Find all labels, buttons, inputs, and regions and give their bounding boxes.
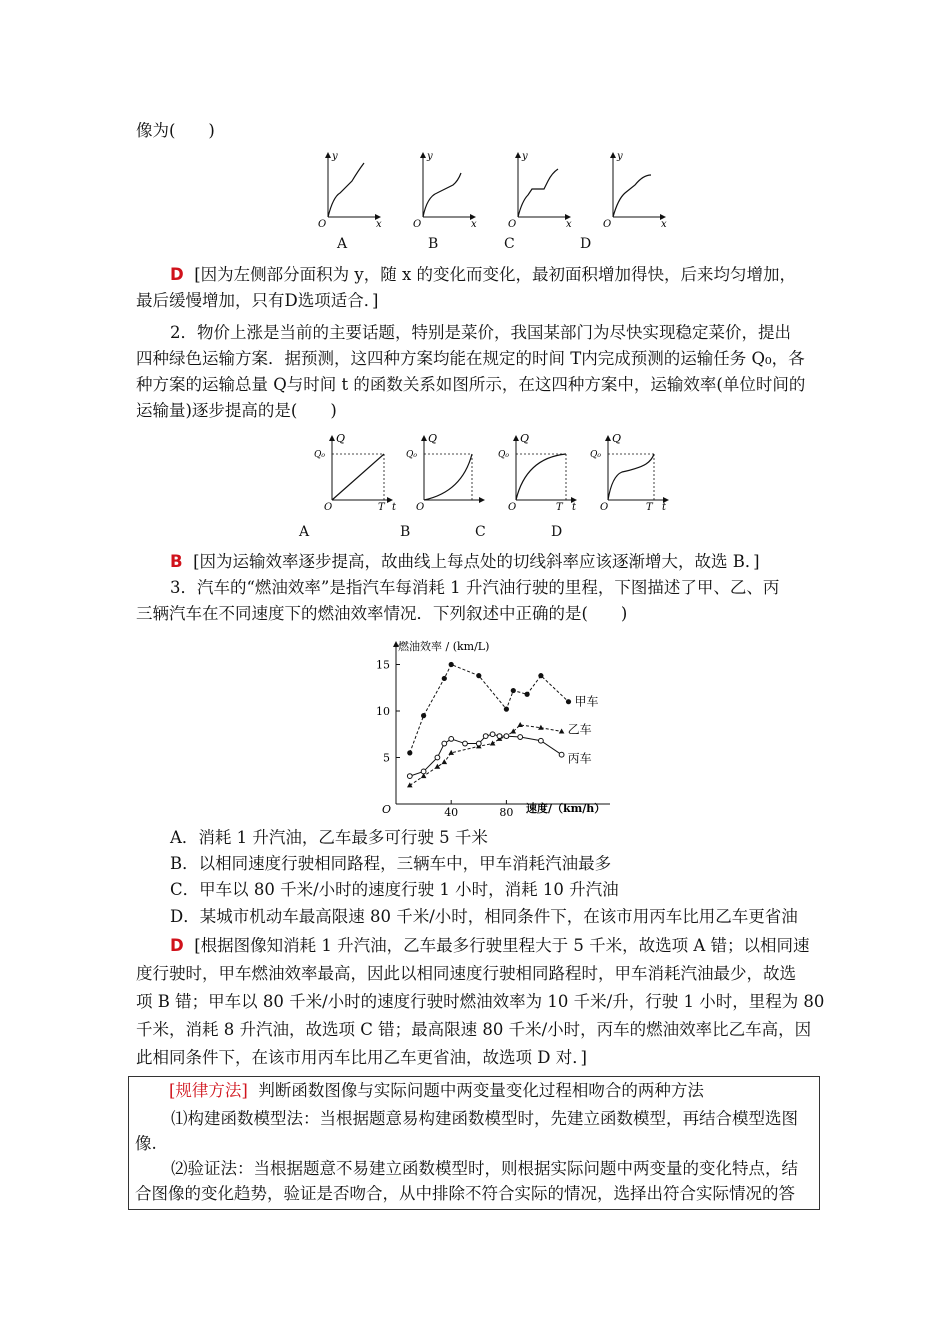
q1-answer: D [170, 265, 184, 284]
point-1 [538, 725, 544, 730]
series-legend-label: 甲车 [574, 694, 599, 709]
point-0 [566, 699, 571, 704]
point-1 [559, 728, 565, 733]
point-2 [518, 735, 523, 740]
q2-option-d-label: D [551, 524, 563, 540]
q1-stem-end: 像为( ) [136, 121, 215, 140]
point-1 [517, 722, 523, 727]
point-0 [538, 673, 543, 678]
rule-title: [规律方法] [169, 1081, 248, 1100]
q2-graphs [312, 430, 682, 514]
svg-text:x: x [661, 219, 667, 230]
svg-text:Q₀: Q₀ [590, 450, 601, 460]
point-0 [511, 688, 516, 693]
q2-option-c-label: C [475, 524, 486, 540]
rule-method-box [128, 1076, 820, 1210]
point-0 [525, 692, 530, 697]
rule-item1-line2: 像. [135, 1134, 157, 1153]
q2-line4: 运输量)逐步提高的是( ) [136, 401, 337, 420]
point-1 [490, 741, 496, 746]
q3-line2: 三辆汽车在不同速度下的燃油效率情况．下列叙述中正确的是( ) [136, 604, 628, 623]
point-2 [539, 738, 544, 743]
q3-explanation-line4: 千米，消耗 8 升汽油，故选项 C 错；最高限速 80 千米/小时，丙车的燃油效率比乙车高，因 [136, 1020, 812, 1039]
point-2 [497, 734, 502, 739]
x-tick-label: 40 [444, 806, 459, 818]
series-line-0 [410, 665, 569, 753]
svg-text:t: t [392, 502, 397, 513]
q1-explanation-line1: D [因为左侧部分面积为 y，随 x 的变化而变化，最初面积增加得快，后来均匀增加， [170, 265, 797, 284]
q1-axis-y: y [332, 151, 338, 162]
rule-heading-line [169, 1079, 704, 1103]
point-0 [421, 713, 426, 718]
svg-text:Q: Q [612, 432, 622, 445]
q2-option-a-label: A [299, 524, 310, 540]
q1-graph-c [508, 151, 572, 230]
q3-explanation-line5: 此相同条件下，在该市用丙车比用乙车更省油，故选项 D 对．] [136, 1048, 587, 1067]
q3-answer: D [170, 936, 184, 955]
q2-explanation: B [因为运输效率逐步提高，故曲线上每点处的切线斜率应该逐渐增大，故选 B．] [170, 552, 760, 571]
q3-option-d: D．某城市机动车最高限速 80 千米/小时，相同条件下，在该市用丙车比用乙车更省油 [170, 907, 798, 926]
chart-origin: O [382, 803, 392, 816]
q1-graphs [300, 145, 690, 230]
rule-heading: 判断函数图像与实际问题中两变量变化过程相吻合的两种方法 [258, 1081, 704, 1100]
point-0 [442, 676, 447, 681]
q1-option-b-label: B [428, 236, 439, 252]
q2-graph-b [406, 432, 484, 513]
series-legend-label: 乙车 [567, 722, 592, 737]
svg-text:x: x [566, 219, 572, 230]
point-2 [421, 769, 426, 774]
q1-option-c-label: C [504, 236, 515, 252]
svg-text:O: O [416, 502, 425, 513]
svg-text:O: O [413, 219, 422, 230]
q3-option-c: C．甲车以 80 千米/小时的速度行驶 1 小时，消耗 10 升汽油 [170, 880, 619, 899]
x-tick-label: 80 [499, 806, 514, 818]
point-2 [463, 741, 468, 746]
point-0 [449, 662, 454, 667]
rule-item1-line1: ⑴构建函数模型法：当根据题意易构建函数模型时，先建立函数模型，再结合模型选图 [171, 1109, 798, 1128]
point-2 [435, 755, 440, 760]
point-2 [442, 741, 447, 746]
point-1 [407, 782, 413, 787]
point-1 [435, 764, 441, 769]
q1-graph-b [413, 151, 477, 230]
q3-explanation-line2: 度行驶时，甲车燃油效率最高，因此以相同速度行驶相同路程时，甲车消耗汽油最少，故选 [136, 964, 796, 983]
q1-explanation-line2: 最后缓慢增加，只有D选项适合．] [136, 291, 379, 310]
q2-option-b-label: B [400, 524, 411, 540]
q3-option-b: B．以相同速度行驶相同路程，三辆车中，甲车消耗汽油最多 [170, 854, 612, 873]
point-1 [442, 759, 448, 764]
point-2 [504, 734, 509, 739]
svg-text:O: O [600, 502, 609, 513]
y-tick-label: 10 [376, 705, 390, 718]
point-2 [483, 734, 488, 739]
point-0 [504, 707, 509, 712]
svg-text:O: O [324, 502, 333, 513]
svg-text:Q₀: Q₀ [498, 450, 509, 460]
svg-text:t: t [662, 502, 667, 513]
q3-explanation-line1: D [根据图像知消耗 1 升汽油，乙车最多行驶里程大于 5 千米，故选项 A 错；以相同速 [170, 936, 810, 955]
svg-text:Q: Q [520, 432, 530, 445]
y-tick-label: 15 [376, 658, 390, 672]
svg-text:T: T [378, 502, 385, 513]
svg-text:Q: Q [428, 432, 438, 445]
q1-option-a-label: A [337, 236, 348, 252]
q1-graph-d [603, 151, 667, 230]
rule-item2-line1: ⑵验证法：当根据题意不易建立函数模型时，则根据实际问题中两变量的变化特点，结 [171, 1159, 798, 1178]
q2-answer: B [170, 552, 183, 571]
rule-item2-line2: 合图像的变化趋势，验证是否吻合，从中排除不符合实际的情况，选择出符合实际情况的答 [135, 1184, 795, 1203]
q2-line3: 种方案的运输总量 Q与时间 t 的函数关系如图所示，在这四种方案中，运输效率(单位时间的 [136, 375, 806, 394]
svg-text:O: O [603, 219, 612, 230]
q2-graph-d [590, 432, 668, 513]
q1-origin: O [318, 219, 327, 230]
q1-option-d-label: D [580, 236, 592, 252]
point-2 [559, 752, 564, 757]
point-2 [449, 737, 454, 742]
svg-text:Q: Q [336, 432, 346, 445]
point-2 [407, 774, 412, 779]
q3-explanation-line3: 项 B 错；甲车以 80 千米/小时的速度行驶时燃油效率为 10 千米/升，行驶 1 小时，里程为 80 [136, 992, 825, 1011]
q2-graph-c [498, 432, 577, 513]
point-0 [476, 673, 481, 678]
chart-y-label: 燃油效率 / (km/L) [398, 640, 490, 653]
point-2 [490, 732, 495, 737]
fuel-efficiency-chart [370, 636, 630, 818]
series-legend-label: 丙车 [567, 751, 592, 766]
svg-text:T: T [646, 502, 653, 513]
point-2 [476, 741, 481, 746]
svg-text:T: T [556, 502, 563, 513]
q2-graph-a [314, 432, 397, 513]
q3-option-a: A．消耗 1 升汽油，乙车最多可行驶 5 千米 [170, 828, 488, 847]
svg-text:x: x [471, 219, 477, 230]
chart-x-label: 速度/（km/h） [526, 802, 606, 815]
svg-text:O: O [508, 502, 517, 513]
svg-text:y: y [522, 151, 528, 162]
svg-text:Q₀: Q₀ [406, 450, 417, 460]
q2-line1: 2．物价上涨是当前的主要话题，特别是菜价，我国某部门为尽快实现稳定菜价，提出 [170, 323, 791, 342]
svg-text:Q₀: Q₀ [314, 450, 325, 460]
point-0 [407, 750, 412, 755]
q3-line1: 3．汽车的“燃油效率”是指汽车每消耗 1 升汽油行驶的里程，下图描述了甲、乙、丙 [170, 578, 780, 597]
svg-text:y: y [617, 151, 623, 162]
svg-text:t: t [572, 502, 577, 513]
svg-text:y: y [427, 151, 433, 162]
q1-graph-a [318, 151, 382, 230]
q1-axis-x: x [376, 219, 382, 230]
q2-line2: 四种绿色运输方案．据预测，这四种方案均能在规定的时间 T内完成预测的运输任务 Q₀，各 [136, 349, 805, 368]
svg-text:O: O [508, 219, 517, 230]
y-tick-label: 5 [383, 751, 390, 765]
